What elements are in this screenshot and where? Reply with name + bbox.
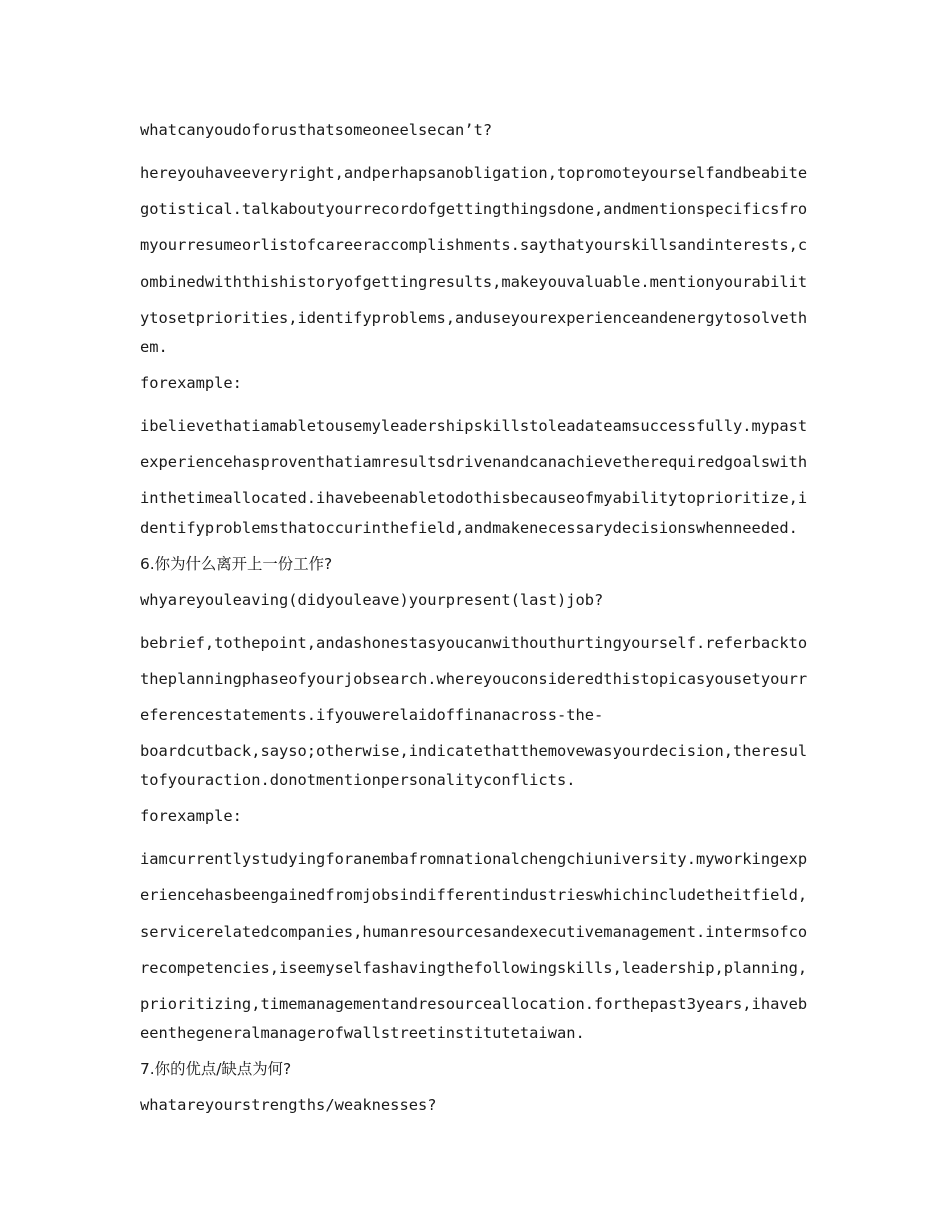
text-line: myourresumeorlistofcareeraccomplishments.saythatyourskillsandinterests,c bbox=[140, 236, 808, 255]
text-line: forexample: bbox=[140, 373, 242, 392]
text-line: iamcurrentlystudyingforanembafromnationalchengchiuniversity.myworkingexp bbox=[140, 850, 808, 869]
text-line: 7.你的优点/缺点为何? bbox=[140, 1060, 292, 1079]
example-label bbox=[140, 805, 812, 827]
text-line: ibelievethatiamabletousemyleadershipskillstoleadateamsuccessfully.mypast bbox=[140, 416, 808, 435]
text-line: whatareyourstrengths/weaknesses? bbox=[140, 1096, 437, 1115]
text-line: gotistical.talkaboutyourrecordofgettingthingsdone,andmentionspecificsfro bbox=[140, 200, 808, 219]
text-line: bebrief,tothepoint,andashonestasyoucanwithouthurtingyourself.referbackto bbox=[140, 633, 808, 652]
text-line: experiencehasproventhatiamresultsdrivenandcanachievetherequiredgoalswith bbox=[140, 453, 808, 472]
example-label bbox=[140, 372, 812, 394]
question-heading bbox=[140, 553, 812, 575]
text-line: boardcutback,sayso;otherwise,indicatethatthemovewasyourdecision,theresul bbox=[140, 742, 808, 761]
question-english bbox=[140, 589, 812, 611]
text-line: eferencestatements.ifyouwerelaidoffinanacross-the- bbox=[140, 705, 604, 724]
text-line: 6.你为什么离开上一份工作? bbox=[140, 554, 333, 573]
text-line: tofyouraction.donotmentionpersonalityconflicts. bbox=[140, 771, 576, 790]
question-english bbox=[140, 119, 812, 141]
text-line: recompetencies,iseemyselfashavingthefollowingskills,leadership,planning, bbox=[140, 958, 808, 977]
text-line: dentifyproblemsthatoccurinthefield,andmakenecessarydecisionswhenneeded. bbox=[140, 518, 798, 537]
text-line: servicerelatedcompanies,humanresourcesandexecutivemanagement.intermsofco bbox=[140, 922, 808, 941]
text-line: whatcanyoudoforusthatsomeoneelsecan’t? bbox=[140, 121, 493, 139]
document-body bbox=[140, 119, 812, 1130]
answer-paragraph bbox=[140, 155, 812, 358]
text-line: ytosetpriorities,identifyproblems,anduseyourexperienceandenergytosolveth bbox=[140, 308, 808, 327]
text-line: theplanningphaseofyourjobsearch.whereyouconsideredthistopicasyousetyourr bbox=[140, 669, 808, 688]
answer-paragraph bbox=[140, 625, 812, 792]
text-line: inthetimeallocated.ihavebeenabletodothisbecauseofmyabilitytoprioritize,i bbox=[140, 489, 808, 508]
text-line: ombinedwiththishistoryofgettingresults,makeyouvaluable.mentionyourabilit bbox=[140, 272, 808, 291]
example-paragraph bbox=[140, 841, 812, 1044]
text-line: eenthegeneralmanagerofwallstreetinstitutetaiwan. bbox=[140, 1024, 585, 1043]
text-line: prioritizing,timemanagementandresourceallocation.forthepast3years,ihaveb bbox=[140, 995, 808, 1013]
text-line: forexample: bbox=[140, 807, 242, 826]
text-line: hereyouhaveeveryright,andperhapsanobligation,topromoteyourselfandbeabite bbox=[140, 164, 808, 182]
text-line: whyareyouleaving(didyouleave)yourpresent(last)job? bbox=[140, 590, 604, 609]
example-paragraph bbox=[140, 408, 812, 539]
text-line: em. bbox=[140, 337, 168, 356]
text-line: eriencehasbeengainedfromjobsindifferentindustrieswhichincludetheitfield, bbox=[140, 886, 808, 905]
question-english bbox=[140, 1094, 812, 1116]
question-heading bbox=[140, 1058, 812, 1080]
